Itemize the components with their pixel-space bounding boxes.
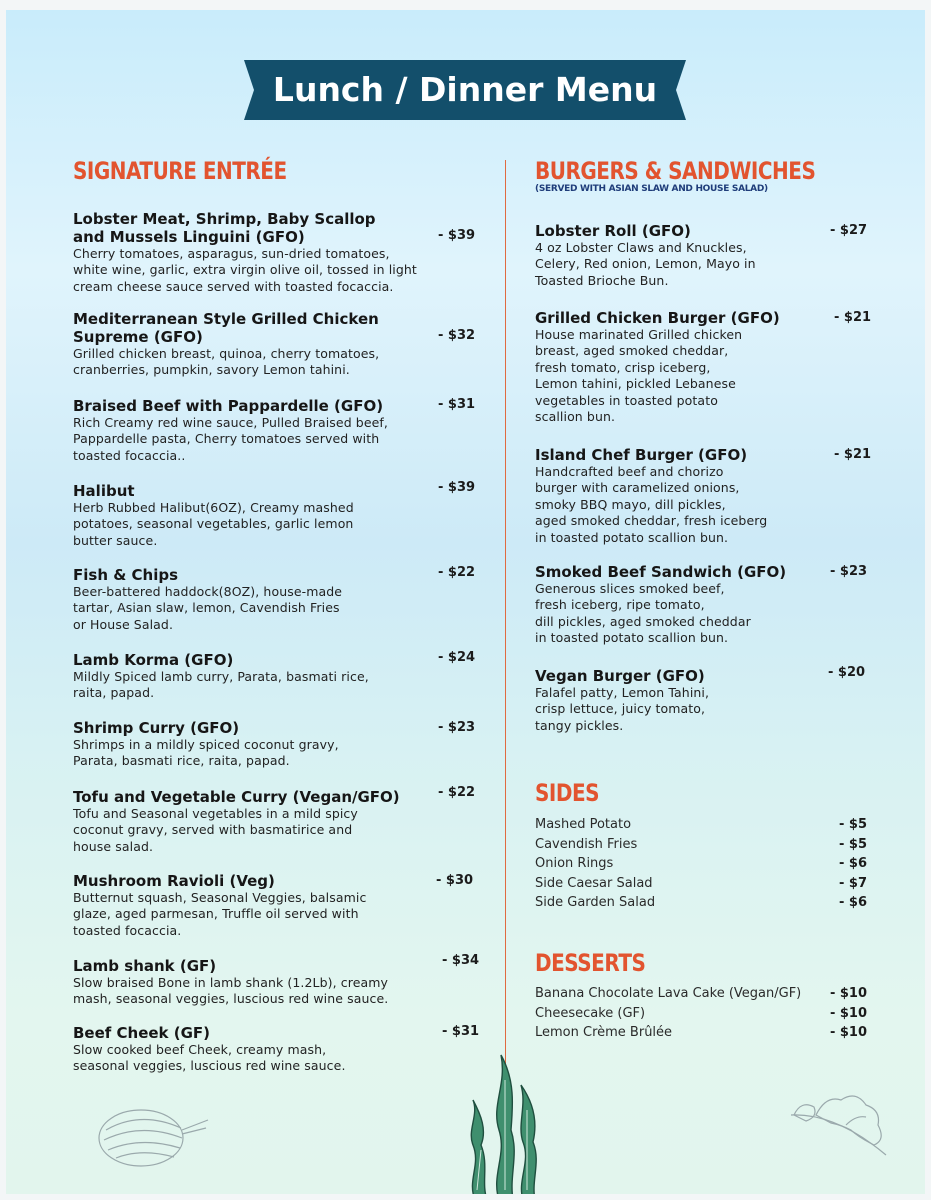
herb-leaf-illustration	[786, 1085, 896, 1165]
item-price: - $31	[438, 397, 476, 412]
menu-page	[6, 10, 925, 1194]
item-name: Fish & Chips	[73, 566, 179, 584]
item-description: House marinated Grilled chicken breast, aged smoked cheddar, fresh tomato, crisp iceberg, Lemon tahini, pickled Lebanese vegetables in toasted potato scallion bun.	[535, 327, 743, 425]
item-description: Herb Rubbed Halibut(6OZ), Creamy mashed potatoes, seasonal vegetables, garlic lemon butter sauce.	[73, 500, 354, 548]
desserts-item-price: - $10	[829, 986, 867, 1001]
item-price: - $31	[442, 1024, 480, 1039]
item-price: - $34	[442, 953, 480, 968]
item-description: Rich Creamy red wine sauce, Pulled Braised beef, Pappardelle pasta, Cherry tomatoes served with toasted focaccia..	[73, 415, 388, 463]
item-name: Braised Beef with Pappardelle (GFO)	[73, 397, 384, 415]
item-price: - $27	[830, 223, 868, 238]
desserts-item-price: - $10	[829, 1025, 867, 1041]
section-title-burgers: BURGERS & SANDWICHES	[535, 156, 816, 185]
desserts-item-price: - $10	[829, 1005, 867, 1021]
item-description: Slow cooked beef Cheek, creamy mash, seasonal veggies, luscious red wine sauce.	[73, 1042, 346, 1074]
item-name: Vegan Burger (GFO)	[535, 667, 705, 685]
section-title-signature: SIGNATURE ENTRÉE	[73, 156, 287, 185]
burger-item	[535, 309, 780, 425]
burger-item	[535, 667, 709, 734]
signature-item	[73, 1024, 346, 1075]
burger-item	[535, 222, 756, 289]
item-price: - $22	[438, 785, 476, 800]
item-description: Handcrafted beef and chorizo burger with caramelized onions, smoky BBQ mayo, dill pickles, aged smoked cheddar, fresh iceberg in toasted potato scallion bun.	[535, 464, 768, 545]
item-price: - $39	[438, 480, 476, 495]
burger-item	[535, 563, 786, 647]
sides-item-name: Mashed Potato	[535, 817, 632, 832]
item-name: Tofu and Vegetable Curry (Vegan/GFO)	[73, 788, 400, 806]
item-price: - $21	[834, 447, 872, 462]
sides-item-price: - $5	[838, 817, 867, 832]
signature-item	[73, 872, 366, 939]
item-name: Grilled Chicken Burger (GFO)	[535, 309, 780, 327]
item-description: Tofu and Seasonal vegetables in a mild spicy coconut gravy, served with basmatirice and house salad.	[73, 806, 358, 854]
sides-item-name: Side Caesar Salad	[535, 875, 653, 891]
item-description: Grilled chicken breast, quinoa, cherry tomatoes, cranberries, pumpkin, savory Lemon tahini.	[73, 346, 380, 378]
item-name: Lamb Korma (GFO)	[73, 651, 234, 669]
item-name: Mediterranean Style Grilled Chicken Supreme (GFO)	[73, 310, 379, 346]
item-description: Butternut squash, Seasonal Veggies, balsamic glaze, aged parmesan, Truffle oil served with toasted focaccia.	[73, 890, 367, 938]
item-name: Lobster Roll (GFO)	[535, 222, 691, 240]
item-name: Lobster Meat, Shrimp, Baby Scallop and Mussels Linguini (GFO)	[73, 210, 376, 246]
title-banner	[244, 60, 686, 120]
signature-item	[73, 788, 400, 855]
burgers-note: (SERVED WITH ASIAN SLAW AND HOUSE SALAD)	[535, 184, 768, 194]
item-price: - $22	[438, 565, 476, 580]
menu-title: Lunch / Dinner Menu	[272, 70, 658, 109]
sides-item-price: - $5	[838, 836, 867, 852]
item-name: Mushroom Ravioli (Veg)	[73, 872, 275, 890]
item-price: - $23	[438, 720, 476, 735]
signature-item	[73, 651, 369, 702]
signature-item	[73, 482, 354, 549]
sides-item-name: Onion Rings	[535, 856, 614, 872]
item-name: Lamb shank (GF)	[73, 957, 217, 975]
signature-item	[73, 719, 339, 770]
section-title-sides: SIDES	[535, 778, 600, 807]
signature-item	[73, 957, 388, 1008]
item-price: - $24	[438, 650, 476, 665]
sides-item-price: - $6	[838, 895, 867, 911]
desserts-item-name: Cheesecake (GF)	[535, 1005, 646, 1021]
item-description: Slow braised Bone in lamb shank (1.2Lb), creamy mash, seasonal veggies, luscious red wine sauce.	[73, 975, 389, 1007]
section-title-desserts: DESSERTS	[535, 948, 646, 977]
signature-item	[73, 397, 388, 464]
item-price: - $20	[828, 665, 866, 680]
item-price: - $39	[438, 228, 476, 243]
item-price: - $32	[438, 328, 476, 343]
item-name: Halibut	[73, 482, 135, 500]
column-divider	[505, 160, 506, 1194]
item-price: - $30	[436, 873, 474, 888]
item-name: Beef Cheek (GF)	[73, 1024, 211, 1042]
item-description: Shrimps in a mildly spiced coconut gravy, Parata, basmati rice, raita, papad.	[73, 737, 339, 769]
sides-item-name: Side Garden Salad	[535, 895, 656, 911]
item-description: Mildly Spiced lamb curry, Parata, basmati rice, raita, papad.	[73, 669, 369, 701]
item-name: Shrimp Curry (GFO)	[73, 719, 240, 737]
burger-item	[535, 446, 767, 546]
desserts-item-name: Banana Chocolate Lava Cake (Vegan/GF)	[535, 986, 802, 1001]
sides-item-name: Cavendish Fries	[535, 836, 638, 852]
item-description: Generous slices smoked beef, fresh iceberg, ripe tomato, dill pickles, aged smoked cheddar in toasted potato scallion bun.	[535, 581, 751, 646]
item-name: Smoked Beef Sandwich (GFO)	[535, 563, 787, 581]
signature-item	[73, 566, 342, 633]
item-name: Island Chef Burger (GFO)	[535, 446, 748, 464]
seaweed-illustration	[461, 1050, 551, 1194]
signature-item	[73, 210, 417, 295]
item-description: 4 oz Lobster Claws and Knuckles, Celery, Red onion, Lemon, Mayo in Toasted Brioche Bun.	[535, 240, 756, 288]
item-price: - $21	[834, 310, 872, 325]
onion-illustration	[96, 1100, 211, 1170]
item-description: Cherry tomatoes, asparagus, sun-dried tomatoes, white wine, garlic, extra virgin olive oil, tossed in light cream cheese sauce served with toasted focaccia.	[73, 246, 417, 294]
item-description: Beer-battered haddock(8OZ), house-made tartar, Asian slaw, lemon, Cavendish Fries or House Salad.	[73, 584, 343, 632]
signature-item	[73, 310, 379, 379]
desserts-item-name: Lemon Crème Brûlée	[535, 1025, 673, 1041]
item-description: Falafel patty, Lemon Tahini, crisp lettuce, juicy tomato, tangy pickles.	[535, 685, 710, 733]
sides-item-price: - $6	[838, 856, 867, 872]
item-price: - $23	[830, 564, 868, 579]
sides-item-price: - $7	[838, 875, 867, 891]
